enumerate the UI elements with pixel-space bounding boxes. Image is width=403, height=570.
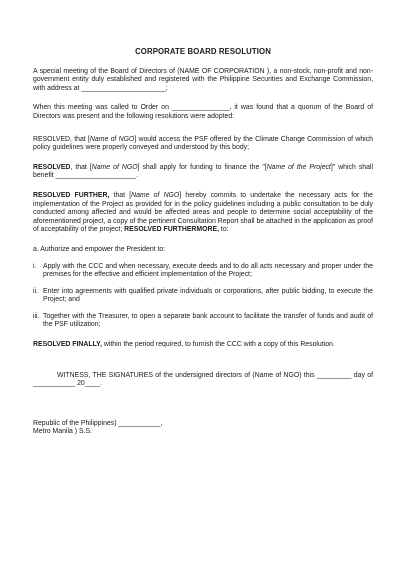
list-item xyxy=(33,288,373,305)
resolved-further-tail: to: xyxy=(219,226,229,234)
list-item-text: Apply with the CCC and when necessary, execute deeds and to do all acts necessary and proper under the premises for the effective and efficient implementation of the Project; xyxy=(43,262,373,279)
resolved-further-prefix: that [ xyxy=(109,191,132,199)
resolved-further-label: RESOLVED FURTHER, xyxy=(33,191,110,199)
list-item xyxy=(33,263,373,280)
resolved-further-rest: ] hereby commits to undertake the necessary acts for the implementation of the Project as provided for in the policy guidelines including a public consultation to be duly conducted among affected and would be affected areas and people to determine social acceptability of the aforementioned project, a copy of the pertinent Consultation Report shall be attached in the application as proof of acceptability of the project; xyxy=(33,191,373,234)
resolved-finally-label: RESOLVED FINALLY, xyxy=(33,341,102,349)
resolved-2-label: RESOLVED xyxy=(33,163,71,171)
ngo-name-placeholder: Name of NGO xyxy=(89,135,135,143)
ngo-name-placeholder: Name of NGO xyxy=(91,163,138,171)
ngo-name-placeholder: Name of NGO xyxy=(131,191,180,199)
republic-line: Republic of the Philippines) ___________, xyxy=(33,419,163,427)
venue-block xyxy=(33,420,373,437)
document-title: CORPORATE BOARD RESOLUTION xyxy=(135,47,271,56)
metro-line: Metro Manila ) S.S. xyxy=(33,428,92,436)
resolved-paragraph-1 xyxy=(33,136,373,153)
resolved-finally-rest: within the period required, to furnish the CCC with a copy of this Resolution. xyxy=(101,341,335,349)
resolved-2-rest: ]" which shall benefit _____________________. xyxy=(33,163,373,180)
witness-paragraph: WITNESS, THE SIGNATURES of the undersigned directors of (Name of NGO) this _________ day of ___________ 20____. xyxy=(33,371,373,388)
list-item-number: iii. xyxy=(33,312,40,320)
resolved-furthermore-label: RESOLVED FURTHERMORE, xyxy=(124,226,219,234)
list-item-text: Together with the Treasurer, to open a separate bank account to facilitate the transfer of funds and audit of the PSF utilization; xyxy=(43,312,373,329)
list-item xyxy=(33,313,373,330)
list-item-number: ii. xyxy=(33,287,38,295)
resolved-2-prefix: , that [ xyxy=(70,163,92,171)
resolved-paragraph-2 xyxy=(33,164,373,181)
resolved-1-rest: ] would access the PSF offered by the Climate Change Commission of which policy guidelines were properly conveyed and understood by this body; xyxy=(33,135,373,152)
intro-paragraph: A special meeting of the Board of Directors of (NAME OF CORPORATION ), a non-stock, non-profit and non-government entity duly established and registered with the Philippine Securities and Exchange Commission, with address at ______________________; xyxy=(33,67,373,92)
resolved-finally-paragraph xyxy=(33,341,373,350)
list-item-number: i. xyxy=(33,262,37,270)
resolved-1-prefix: RESOLVED, that [ xyxy=(33,135,90,143)
meeting-paragraph: When this meeting was called to Order on _______________, it was found that a quorum of the Board of Directors was present and the following resolutions were adopted: xyxy=(33,104,373,120)
project-name-placeholder: Name of the Project xyxy=(266,163,331,171)
resolved-further-paragraph xyxy=(33,192,373,235)
resolved-2-middle: ] shall apply for funding to finance the "[ xyxy=(137,163,267,171)
list-item-text: Enter into agreements with qualified private individuals or corporations, after public bidding, to execute the Project; and xyxy=(43,287,373,304)
item-a: a. Authorize and empower the President to: xyxy=(33,245,166,253)
